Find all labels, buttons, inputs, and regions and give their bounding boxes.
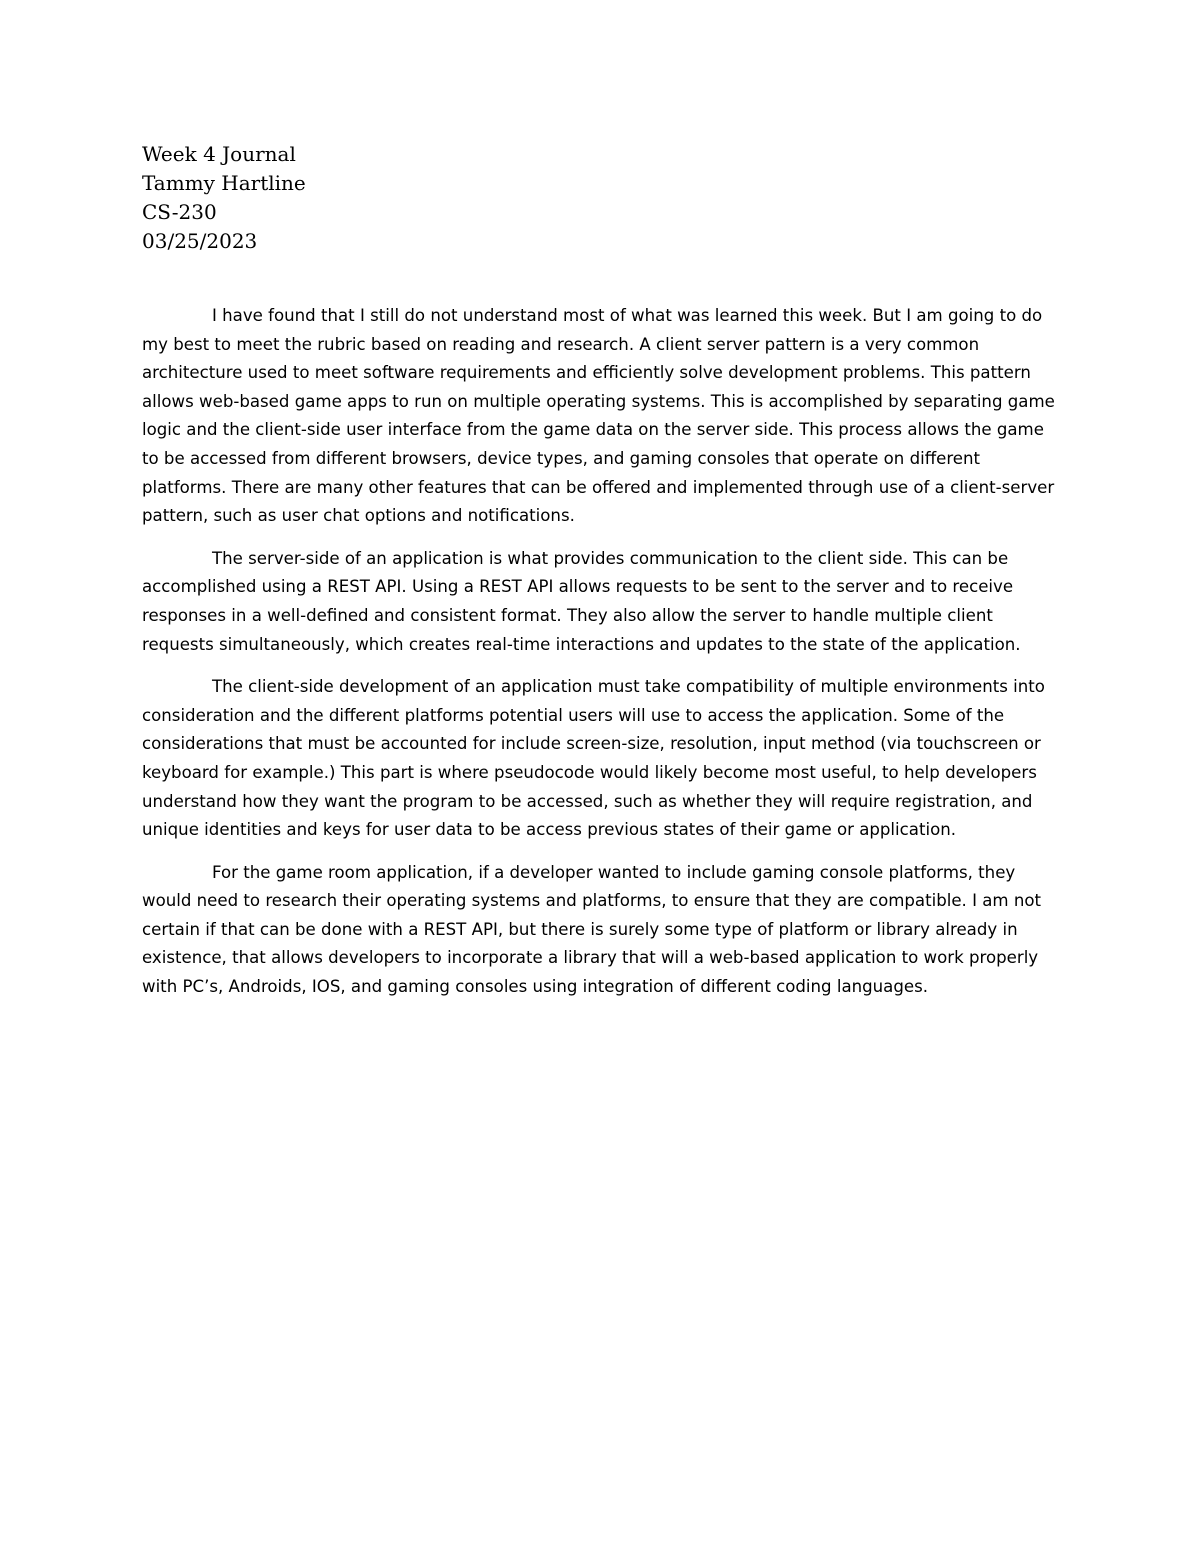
paragraph-game-room: For the game room application, if a developer wanted to include gaming console platforms, they would need to research their operating systems and platforms, to ensure that they are compatible. I am not certain if that can be done with a REST API, but there is surely some type of platform or library already in existence, that allows developers to incorporate a library that will a web-based application to work properly with PC’s, Androids, IOS, and gaming consoles using integration of different coding languages. (142, 862, 1042, 997)
paragraph-client-side: The client-side development of an application must take compatibility of multiple environments into consideration and the different platforms potential users will use to access the application. Some of the considerations that must be accounted for include screen-size, resolution, input method (via touchscreen or keyboard for example.) This part is where pseudocode would likely become most useful, to help developers understand how they want the program to be accessed, such as whether they will require registration, and unique identities and keys for user data to be access previous states of their game or application. (142, 677, 1045, 840)
document-date: 03/25/2023 (142, 229, 258, 253)
author-name: Tammy Hartline (142, 171, 306, 195)
document-title: Week 4 Journal (142, 142, 296, 166)
paragraph-client-server-pattern: I have found that I still do not understand most of what was learned this week. But I am going to do my best to meet the rubric based on reading and research. A client server pattern is a very common architecture used to meet software requirements and efficiently solve development problems. This pattern allows web-based game apps to run on multiple operating systems. This is accomplished by separating game logic and the client-side user interface from the game data on the server side. This process allows the game to be accessed from different browsers, device types, and gaming consoles that operate on different platforms. There are many other features that can be offered and implemented through use of a client-server pattern, such as user chat options and notifications. (142, 306, 1055, 526)
document-header (142, 140, 1042, 256)
paragraph-server-side: The server-side of an application is what provides communication to the client side. This can be accomplished using a REST API. Using a REST API allows requests to be sent to the server and to receive responses in a well-defined and consistent format. They also allow the server to handle multiple client requests simultaneously, which creates real-time interactions and updates to the state of the application. (142, 548, 1021, 654)
document-body (142, 302, 1064, 1016)
course-code: CS-230 (142, 200, 217, 224)
